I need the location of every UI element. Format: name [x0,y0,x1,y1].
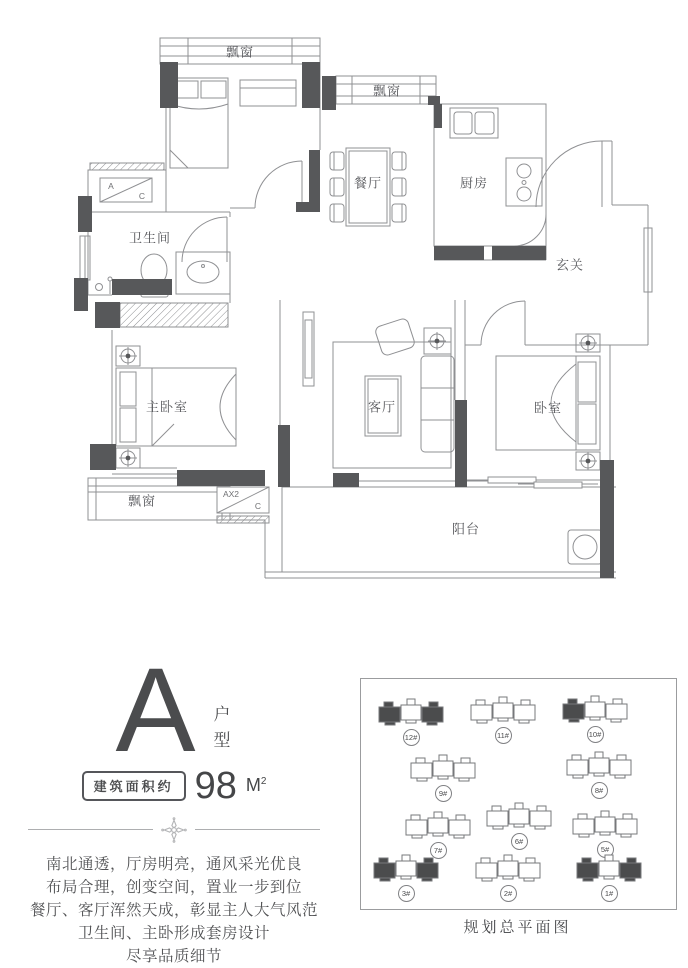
building-footprint-icon [371,853,441,884]
description-line: 尽享品质细节 [125,947,222,965]
building-3 [371,853,441,902]
building-number: 8# [591,782,608,799]
building-footprint-icon [468,695,538,726]
unit-letter: A [115,643,196,777]
area-value: 98 [194,764,237,807]
divider-line-right [195,829,320,830]
room-label-entry: 玄关 [555,257,585,273]
room-label-bay-window-right: 飘窗 [372,83,402,99]
marker-ac1-left: A [108,181,114,191]
building-11 [468,695,538,744]
building-footprint-icon [570,809,640,840]
site-plan-caption: 规划总平面图 [463,919,572,936]
building-6 [484,801,554,850]
unit-info [26,643,322,968]
building-number: 11# [495,727,512,744]
description-line: 卫生间、主卧形成套房设计 [77,924,270,942]
unit-description [26,853,322,968]
room-label-balcony: 阳台 [451,521,481,537]
unit-type-label: 户型 [210,704,230,757]
building-footprint-icon [473,853,543,884]
room-label-bathroom: 卫生间 [128,230,172,246]
divider-line-left [28,829,153,830]
building-number: 5# [597,841,614,858]
divider [28,817,320,843]
building-number: 10# [587,726,604,743]
building-10 [560,694,630,743]
building-9 [408,753,478,802]
area-label-box: 建筑面积约 [82,771,186,801]
building-number: 3# [398,885,415,902]
room-label-kitchen: 厨房 [459,175,489,191]
marker-ac1-right: C [138,191,146,201]
unit-area-row [26,764,322,807]
room-label-dining: 餐厅 [353,175,383,191]
building-8 [564,750,634,799]
building-1 [574,853,644,902]
description-line: 南北通透，厅房明亮，通风采光优良 [45,855,302,873]
room-label-living: 客厅 [367,399,397,415]
building-number: 7# [430,842,447,859]
building-footprint-icon [403,810,473,841]
building-number: 12# [403,729,420,746]
room-label-bedroom: 卧室 [533,400,563,416]
unit-title [26,643,322,777]
building-footprint-icon [484,801,554,832]
building-12 [376,697,446,746]
room-label-bay-window-top: 飘窗 [225,44,255,60]
description-line: 餐厅、客厅浑然天成，彰显主人大气风范 [29,901,318,919]
marker-ac2-right: C [254,501,262,511]
building-footprint-icon [574,853,644,884]
room-label-bay-window-bottom: 飘窗 [127,493,157,509]
building-footprint-icon [560,694,630,725]
building-number: 6# [511,833,528,850]
building-number: 1# [601,885,618,902]
building-footprint-icon [408,753,478,784]
room-label-master-bedroom: 主卧室 [145,399,189,415]
building-number: 9# [435,785,452,802]
area-unit: $M^2$ [245,775,267,796]
site-plan-canvas [360,678,677,910]
compass-ornament-icon [161,817,187,843]
marker-ac2-left: AX2 [222,489,240,499]
building-7 [403,810,473,859]
description-line: 布局合理，创变空间，置业一步到位 [45,878,302,896]
building-footprint-icon [376,697,446,728]
building-footprint-icon [564,750,634,781]
building-number: 2# [500,885,517,902]
building-5 [570,809,640,858]
building-2 [473,853,543,902]
